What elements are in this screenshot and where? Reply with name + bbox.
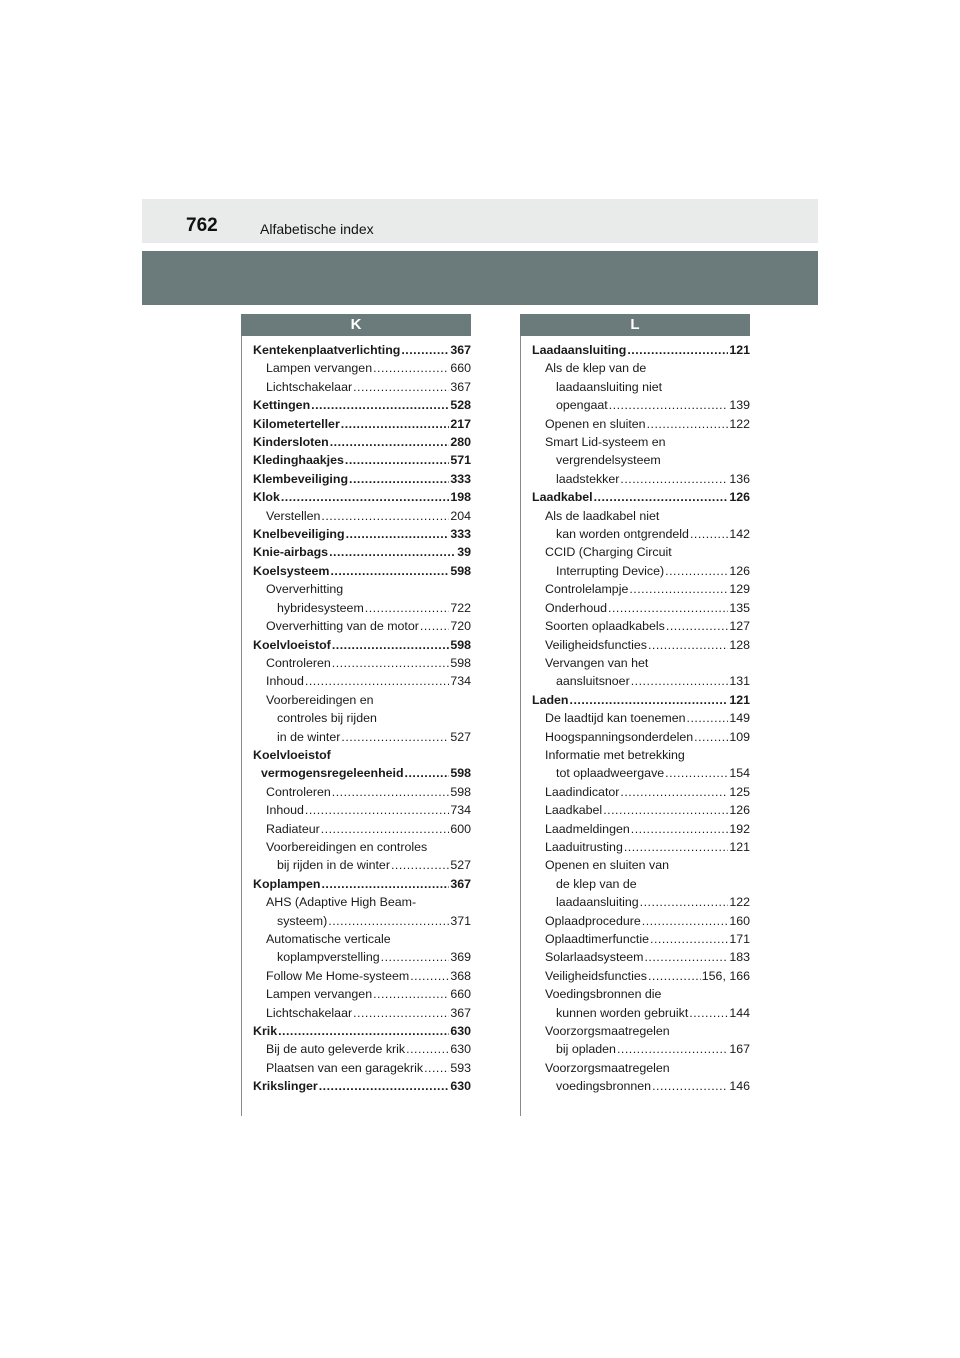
index-entry-page: 198	[450, 490, 471, 505]
index-entry-label: Als de laadkabel niet	[545, 508, 660, 523]
index-entry-label: Plaatsen van een garagekrik	[266, 1060, 424, 1075]
index-entry-label: Kindersloten	[253, 435, 329, 450]
index-entry	[242, 1004, 471, 1022]
index-entry-label: CCID (Charging Circuit	[545, 545, 672, 560]
index-entry	[242, 1040, 471, 1058]
page-number: 762	[186, 215, 218, 236]
index-entry-page: 660	[450, 987, 471, 1002]
index-entry-label: Laadmeldingen	[545, 821, 630, 836]
index-entry-page: 217	[450, 416, 471, 431]
index-entry-label: Kledinghaakjes	[253, 453, 344, 468]
index-entry	[521, 948, 750, 966]
index-entry-page: 160	[729, 913, 750, 928]
index-entry	[521, 378, 750, 396]
index-entry-page: 367	[450, 876, 471, 891]
index-entry-label: Oververhitting van de motor	[266, 619, 419, 634]
index-entry-label: Informatie met betrekking	[545, 747, 685, 762]
index-entry-label: Lampen vervangen	[266, 987, 373, 1002]
index-entry-label: Inhoud	[266, 674, 304, 689]
dot-leader	[381, 948, 450, 966]
index-entry	[242, 525, 471, 543]
index-entry-label: Controleren	[266, 655, 331, 670]
index-entry-page: 333	[450, 471, 471, 486]
index-entry-label: Interrupting Device)	[556, 563, 665, 578]
dot-leader	[321, 507, 449, 525]
index-entry-label: in de winter	[277, 729, 341, 744]
dot-leader	[278, 1022, 449, 1040]
dot-leader	[624, 838, 728, 856]
index-entry-page: 593	[450, 1060, 471, 1075]
index-entry-label: Follow Me Home-systeem	[266, 968, 410, 983]
index-entry-label: Voorbereidingen en controles	[266, 839, 428, 854]
dot-leader	[349, 470, 449, 488]
index-entry-label: kunnen worden gebruikt	[556, 1005, 689, 1020]
index-entry	[242, 691, 471, 709]
index-entry-page: 528	[450, 398, 471, 413]
index-entry	[521, 507, 750, 525]
index-entry	[521, 359, 750, 377]
index-entry	[521, 415, 750, 433]
index-entry-label: Voorzorgsmaatregelen	[545, 1060, 670, 1075]
index-entry-label: Kentekenplaatverlichting	[253, 343, 401, 357]
index-entry-page: 598	[450, 637, 471, 652]
dot-leader	[345, 451, 449, 469]
index-entry	[521, 488, 750, 506]
index-entry-label: controles bij rijden	[277, 711, 377, 726]
index-entry-page: 367	[450, 1005, 471, 1020]
index-entry	[521, 1059, 750, 1077]
index-entry-label: Soorten oplaadkabels	[545, 619, 665, 634]
dot-leader	[570, 691, 729, 709]
index-column-k	[241, 314, 471, 1116]
index-entry-label: Radiateur	[266, 821, 320, 836]
index-entry	[242, 764, 471, 782]
index-entry	[242, 636, 471, 654]
index-entry-page: 280	[450, 435, 471, 450]
index-entry-page: 598	[450, 563, 471, 578]
index-entry	[242, 415, 471, 433]
index-entry-label: Voedingsbronnen die	[545, 987, 662, 1002]
index-entry-page: 598	[450, 766, 471, 781]
index-entry	[521, 1077, 750, 1095]
index-entry-page: 131	[729, 674, 750, 689]
dot-leader	[609, 396, 729, 414]
index-entry-label: AHS (Adaptive High Beam-	[266, 895, 417, 910]
index-entry	[242, 856, 471, 874]
index-entry-label: Koelsysteem	[253, 563, 330, 578]
dot-leader	[281, 488, 449, 506]
dot-leader	[365, 599, 450, 617]
index-entry-label: vermogensregeleenheid	[261, 766, 404, 781]
index-entry-page: 146	[729, 1079, 750, 1094]
index-entry	[521, 580, 750, 598]
index-entry-label: vergrendelsysteem	[556, 453, 661, 468]
index-entry-label: laadaansluiting niet	[556, 379, 663, 394]
dot-leader	[608, 599, 728, 617]
index-entry	[521, 525, 750, 543]
index-entry	[242, 838, 471, 856]
index-entry	[521, 801, 750, 819]
index-entry	[521, 856, 750, 874]
index-entry-label: Controleren	[266, 784, 331, 799]
dot-leader	[373, 359, 449, 377]
dot-leader	[640, 893, 729, 911]
index-entry-label: Inhoud	[266, 803, 304, 818]
index-entry	[242, 820, 471, 838]
dot-leader	[629, 580, 728, 598]
index-entry-label: tot oplaadweergave	[556, 766, 665, 781]
index-entry-page: 128	[729, 637, 750, 652]
index-entry	[242, 746, 471, 764]
index-entry-label: Bij de auto geleverde krik	[266, 1042, 406, 1057]
index-entry-page: 129	[729, 582, 750, 597]
dot-leader	[321, 820, 450, 838]
dot-leader	[330, 562, 449, 580]
index-entry-label: De laadtijd kan toenemen	[545, 711, 686, 726]
dot-leader	[652, 1077, 728, 1095]
index-entry	[521, 985, 750, 1003]
index-entry-page: 192	[729, 821, 750, 836]
index-entry-page: 367	[450, 379, 471, 394]
index-entry	[521, 1004, 750, 1022]
index-entry-label: Kettingen	[253, 398, 311, 413]
index-entry-page: 368	[450, 968, 471, 983]
dot-leader	[631, 820, 729, 838]
dot-leader	[329, 543, 456, 561]
index-entry	[521, 636, 750, 654]
index-entry	[242, 930, 471, 948]
index-entry	[521, 820, 750, 838]
index-entry	[242, 433, 471, 451]
index-entry-page: 142	[729, 527, 750, 542]
index-entry-page: 139	[729, 398, 750, 413]
index-entry	[521, 672, 750, 690]
index-entry	[521, 746, 750, 764]
dot-leader	[620, 783, 728, 801]
dot-leader	[401, 341, 449, 359]
dot-leader	[353, 378, 449, 396]
index-entry-label: Krik	[253, 1024, 278, 1039]
index-entry	[242, 672, 471, 690]
index-entry-page: 126	[729, 563, 750, 578]
index-entry-page: 122	[729, 895, 750, 910]
index-entry-label: Veiligheidsfuncties	[545, 968, 647, 983]
index-entry-label: Koelvloeistof	[253, 747, 331, 762]
index-entry-label: Voorbereidingen en	[266, 692, 374, 707]
index-entry-label: Lichtschakelaar	[266, 379, 353, 394]
index-entry-page: 126	[729, 490, 750, 505]
dot-leader	[627, 341, 728, 359]
index-entry-label: hybridesysteem	[277, 600, 364, 615]
index-entry-label: systeem)	[277, 913, 328, 928]
index-entry	[242, 507, 471, 525]
index-entry-label: Lampen vervangen	[266, 361, 373, 376]
index-entry-label: Oplaadprocedure	[545, 913, 641, 928]
index-entry-label: Controlelampje	[545, 582, 629, 597]
index-entry-page: 527	[450, 858, 471, 873]
index-entry-label: Laadindicator	[545, 784, 620, 799]
dot-leader	[321, 875, 449, 893]
index-entry-label: Laaduitrusting	[545, 839, 623, 854]
index-entry	[242, 709, 471, 727]
index-entry	[521, 1040, 750, 1058]
dot-leader	[341, 415, 450, 433]
dot-leader	[647, 415, 729, 433]
index-entry	[521, 893, 750, 911]
index-entry-page: 630	[450, 1024, 471, 1039]
index-entry-label: Voorzorgsmaatregelen	[545, 1024, 670, 1039]
index-entry	[521, 764, 750, 782]
dot-leader	[689, 1004, 728, 1022]
index-entry-page: 171	[729, 932, 750, 946]
dot-leader	[648, 967, 701, 985]
dot-leader	[332, 636, 450, 654]
index-entry	[242, 801, 471, 819]
index-entry-label: Knelbeveiliging	[253, 527, 345, 542]
index-entry-label: Als de klep van de	[545, 361, 647, 376]
index-entry	[242, 451, 471, 469]
index-entry-label: Smart Lid-systeem en	[545, 435, 666, 450]
index-entry-page: 167	[729, 1042, 750, 1057]
index-entry	[242, 912, 471, 930]
index-entry-page: 154	[729, 766, 750, 781]
index-entry-page: 121	[729, 343, 750, 357]
dot-leader	[642, 912, 729, 930]
index-entry-label: Openen en sluiten van	[545, 858, 669, 873]
index-entry-page: 734	[450, 674, 471, 689]
index-entry-label: Oplaadtimerfunctie	[545, 932, 649, 946]
index-entry-label: Hoogspanningsonderdelen	[545, 729, 694, 744]
index-entry	[242, 543, 471, 561]
index-entry-page: 367	[450, 343, 471, 357]
index-entry	[521, 433, 750, 451]
index-entry	[521, 875, 750, 893]
index-entry-label: Knie-airbags	[253, 545, 329, 560]
index-entry	[521, 728, 750, 746]
dot-leader	[603, 801, 728, 819]
dot-leader	[353, 1004, 449, 1022]
index-entry-label: aansluitsnoer	[556, 674, 630, 689]
index-entry-label: laadstekker	[556, 471, 620, 486]
index-entry	[521, 691, 750, 709]
index-entry	[242, 948, 471, 966]
index-entry-label: Lichtschakelaar	[266, 1005, 353, 1020]
dot-leader	[391, 856, 449, 874]
dot-leader	[594, 488, 729, 506]
dot-leader	[665, 562, 728, 580]
index-entry	[242, 562, 471, 580]
header-band	[142, 251, 818, 305]
index-entry-label: Laden	[532, 692, 569, 707]
index-entry-page: 598	[450, 655, 471, 670]
index-entry	[242, 617, 471, 635]
index-entry	[242, 378, 471, 396]
index-entry	[242, 728, 471, 746]
index-entry-label: Oververhitting	[266, 582, 344, 597]
dot-leader	[694, 728, 728, 746]
dot-leader	[620, 470, 728, 488]
index-entry	[521, 930, 750, 948]
dot-leader	[617, 1040, 728, 1058]
index-entry	[521, 599, 750, 617]
index-entry-page: 571	[450, 453, 471, 468]
index-entry-page: 183	[729, 950, 750, 965]
index-entry-label: Veiligheidsfuncties	[545, 637, 647, 652]
index-entry	[242, 893, 471, 911]
index-entry	[242, 1022, 471, 1040]
index-entry-page: 126	[729, 803, 750, 818]
index-entry	[521, 783, 750, 801]
index-entry-page: 121	[729, 692, 750, 707]
dot-leader	[405, 764, 450, 782]
index-entry	[521, 709, 750, 727]
index-entry-label: Solarlaadsysteem	[545, 950, 644, 965]
dot-leader	[330, 433, 450, 451]
index-entry	[242, 967, 471, 985]
dot-leader	[690, 525, 728, 543]
index-entry-page: 204	[450, 508, 471, 523]
dot-leader	[687, 709, 729, 727]
index-entry-page: 333	[450, 527, 471, 542]
index-entry	[242, 599, 471, 617]
index-entry-label: Laadkabel	[532, 490, 593, 505]
index-column-l	[520, 314, 750, 1116]
index-entry-page: 149	[729, 711, 750, 726]
dot-leader	[406, 1040, 449, 1058]
index-entry	[242, 341, 471, 359]
index-entry-label: voedingsbronnen	[556, 1079, 652, 1094]
index-entry-page: 734	[450, 803, 471, 818]
dot-leader	[311, 396, 449, 414]
index-entry	[242, 488, 471, 506]
dot-leader	[305, 801, 449, 819]
index-entry-label: bij opladen	[556, 1042, 616, 1057]
dot-leader	[346, 525, 450, 543]
index-list-k	[241, 336, 471, 1116]
index-entry-label: opengaat	[556, 398, 608, 413]
index-entry-label: Openen en sluiten	[545, 416, 646, 431]
dot-leader	[644, 948, 728, 966]
index-entry-label: Klembeveiliging	[253, 471, 349, 486]
index-entry-label: Koelvloeistof	[253, 637, 331, 652]
index-entry-page: 127	[729, 619, 750, 634]
index-entry	[242, 985, 471, 1003]
index-entry	[242, 783, 471, 801]
dot-leader	[341, 728, 449, 746]
dot-leader	[319, 1077, 450, 1095]
index-entry-page: 527	[450, 729, 471, 744]
index-entry	[521, 543, 750, 561]
index-entry-label: Verstellen	[266, 508, 321, 523]
index-entry	[521, 341, 750, 359]
index-entry	[521, 967, 750, 985]
index-entry-page: 598	[450, 784, 471, 799]
dot-leader	[631, 672, 729, 690]
dot-leader	[648, 636, 728, 654]
index-entry-page: 39	[457, 545, 471, 560]
index-entry-page: 135	[729, 600, 750, 615]
index-entry	[242, 1077, 471, 1095]
index-entry-page: 122	[729, 416, 750, 431]
index-entry-label: Koplampen	[253, 876, 321, 891]
dot-leader	[332, 654, 450, 672]
index-entry	[521, 617, 750, 635]
index-entry-label: Laadkabel	[545, 803, 603, 818]
page-header	[142, 199, 818, 243]
index-entry-page: 660	[450, 361, 471, 376]
index-entry-page: 144	[729, 1005, 750, 1020]
dot-leader	[650, 930, 728, 948]
index-entry	[521, 838, 750, 856]
index-entry-label: Klok	[253, 490, 280, 505]
dot-leader	[665, 764, 728, 782]
page-title: Alfabetische index	[260, 221, 374, 237]
dot-leader	[332, 783, 450, 801]
index-entry	[521, 562, 750, 580]
index-entry-label: Krikslinger	[253, 1079, 318, 1094]
index-entry-page: 722	[450, 600, 471, 615]
index-entry	[242, 470, 471, 488]
index-entry-page: 630	[450, 1079, 471, 1094]
index-entry	[242, 875, 471, 893]
index-entry-page: 121	[729, 839, 750, 854]
index-list-l	[520, 336, 750, 1116]
section-letter-l: L	[520, 314, 750, 336]
index-entry-label: Automatische verticale	[266, 932, 391, 946]
index-entry	[521, 654, 750, 672]
dot-leader	[666, 617, 728, 635]
index-entry	[521, 451, 750, 469]
index-entry-label: de klep van de	[556, 876, 637, 891]
index-entry-label: Onderhoud	[545, 600, 608, 615]
index-entry-page: 136	[729, 471, 750, 486]
index-entry-page: 600	[450, 821, 471, 836]
index-entry-page: 369	[450, 950, 471, 965]
index-entry	[242, 1059, 471, 1077]
index-entry-page: 109	[729, 729, 750, 744]
index-entry-label: Laadaansluiting	[532, 343, 627, 357]
dot-leader	[424, 1059, 449, 1077]
index-entry-page: 630	[450, 1042, 471, 1057]
index-entry	[521, 470, 750, 488]
index-entry-page: 125	[729, 784, 750, 799]
dot-leader	[420, 617, 449, 635]
index-entry	[521, 912, 750, 930]
index-entry-label: Kilometerteller	[253, 416, 340, 431]
section-letter-k: K	[241, 314, 471, 336]
index-entry-page: 720	[450, 619, 471, 634]
index-entry	[242, 654, 471, 672]
index-entry-label: kan worden ontgrendeld	[556, 527, 689, 542]
index-entry	[521, 396, 750, 414]
index-entry-label: bij rijden in de winter	[277, 858, 390, 873]
index-entry	[242, 359, 471, 377]
index-entry	[521, 1022, 750, 1040]
index-entry-page: 371	[450, 913, 471, 928]
dot-leader	[410, 967, 449, 985]
dot-leader	[373, 985, 449, 1003]
index-entry	[242, 396, 471, 414]
index-entry-label: laadaansluiting	[556, 895, 639, 910]
index-entry	[242, 580, 471, 598]
dot-leader	[328, 912, 449, 930]
index-entry-label: koplampverstelling	[277, 950, 380, 965]
dot-leader	[305, 672, 449, 690]
index-entry-page: 156, 166	[701, 968, 750, 983]
index-entry-label: Vervangen van het	[545, 655, 649, 670]
